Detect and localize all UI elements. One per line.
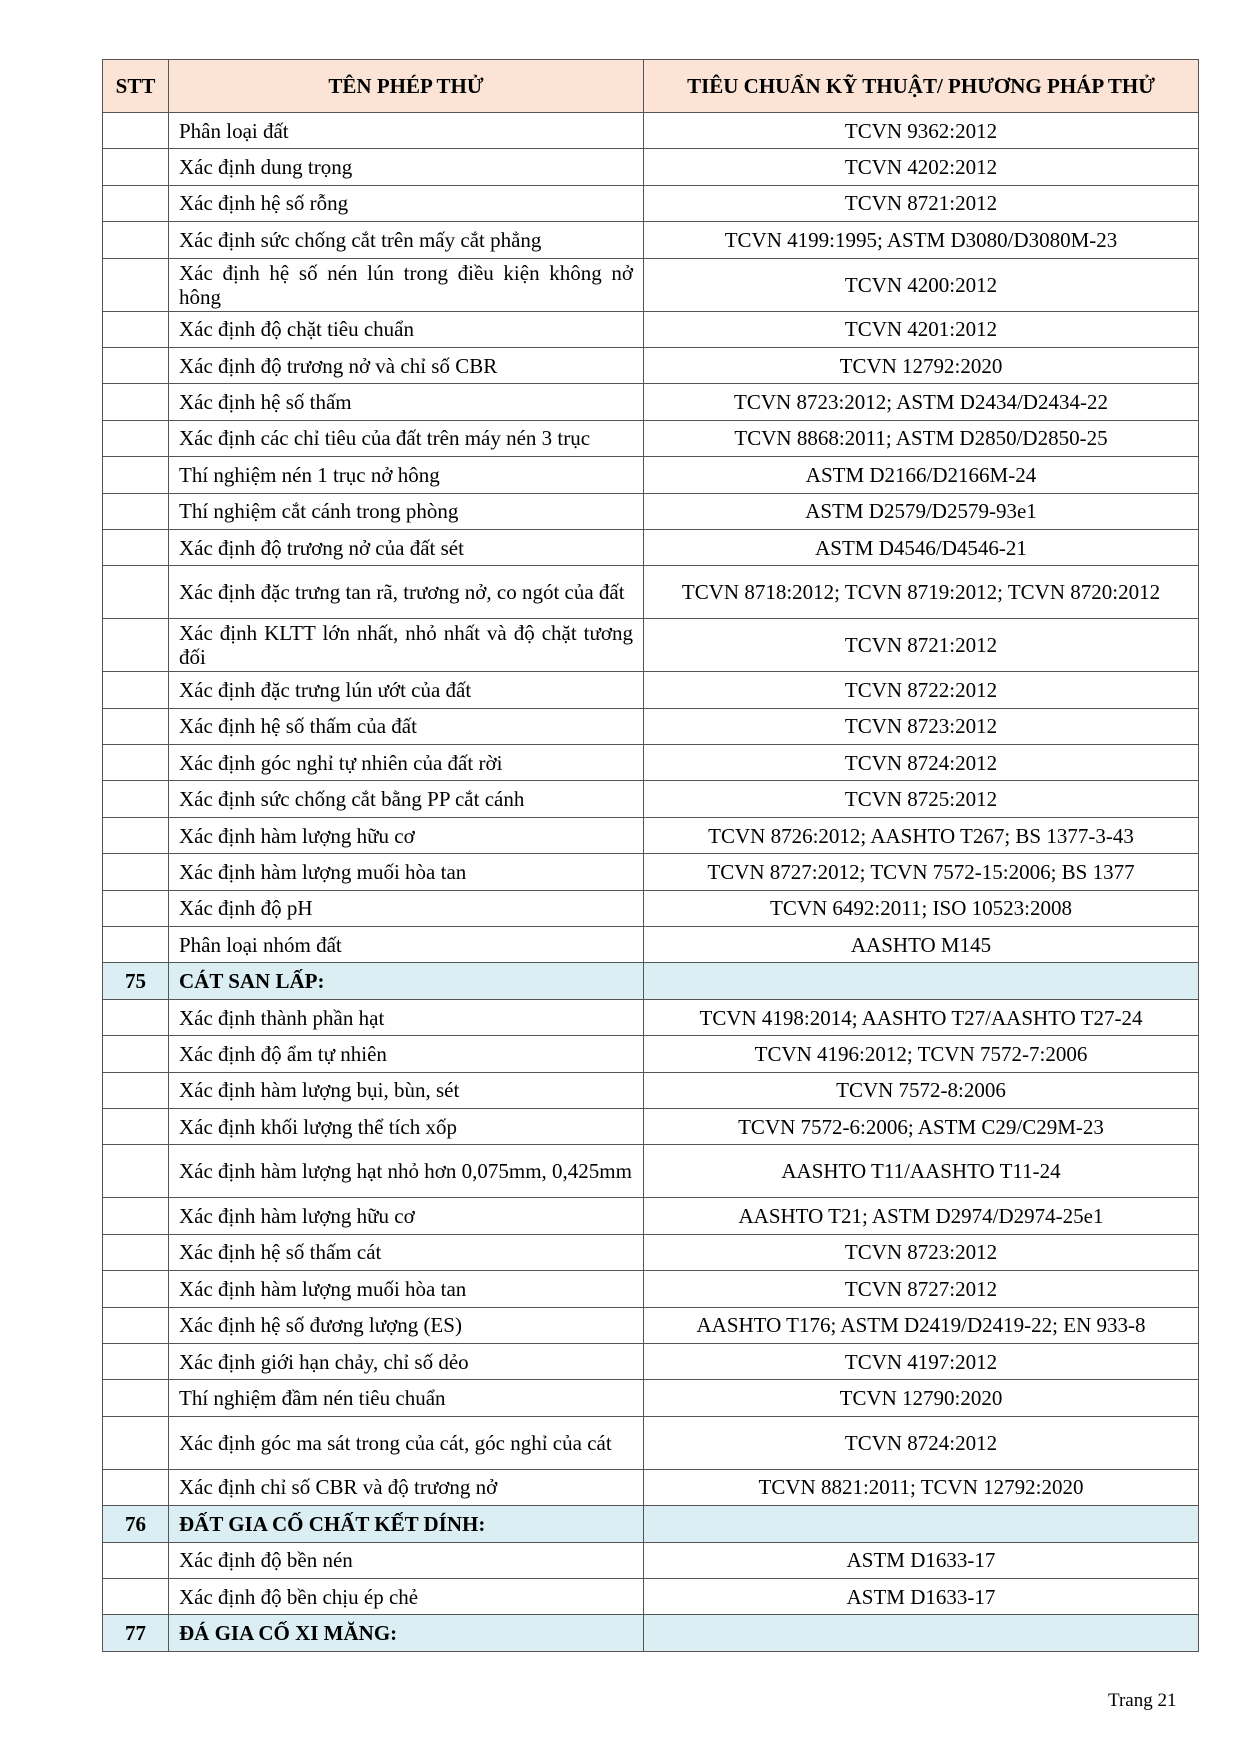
cell-test-name: Thí nghiệm cắt cánh trong phòng <box>169 493 644 529</box>
table-row <box>103 258 1199 311</box>
cell-test-name: Xác định hàm lượng muối hòa tan <box>169 1271 644 1307</box>
cell-test-name: Xác định khối lượng thể tích xốp <box>169 1108 644 1144</box>
cell-standard <box>644 1615 1199 1651</box>
cell-test-name: Xác định độ bền chịu ép chẻ <box>169 1578 644 1614</box>
cell-test-name: Xác định dung trọng <box>169 149 644 185</box>
cell-test-name: Xác định hàm lượng bụi, bùn, sét <box>169 1072 644 1108</box>
cell-stt <box>103 566 169 619</box>
cell-standard: AASHTO T11/AASHTO T11-24 <box>644 1145 1199 1198</box>
cell-stt <box>103 1234 169 1270</box>
cell-test-name: Xác định đặc trưng tan rã, trương nở, co ngót của đất <box>169 566 644 619</box>
cell-test-name: Xác định thành phần hạt <box>169 999 644 1035</box>
cell-standard: ASTM D1633-17 <box>644 1542 1199 1578</box>
cell-stt <box>103 1198 169 1234</box>
table-row <box>103 781 1199 817</box>
cell-standard: TCVN 8724:2012 <box>644 1416 1199 1469</box>
table-row <box>103 311 1199 347</box>
cell-standard: TCVN 8868:2011; ASTM D2850/D2850-25 <box>644 420 1199 456</box>
column-header-test-name: TÊN PHÉP THỬ <box>169 60 644 113</box>
table-row <box>103 927 1199 963</box>
table-row <box>103 1307 1199 1343</box>
cell-stt <box>103 1036 169 1072</box>
table-row <box>103 1578 1199 1614</box>
cell-stt <box>103 529 169 565</box>
cell-standard: TCVN 8722:2012 <box>644 672 1199 708</box>
table-row <box>103 708 1199 744</box>
table-row <box>103 493 1199 529</box>
cell-standard: TCVN 6492:2011; ISO 10523:2008 <box>644 890 1199 926</box>
cell-test-name: Xác định độ ẩm tự nhiên <box>169 1036 644 1072</box>
table-row <box>103 1198 1199 1234</box>
cell-stt <box>103 1343 169 1379</box>
cell-standard: TCVN 8721:2012 <box>644 619 1199 672</box>
table-row <box>103 222 1199 258</box>
cell-stt <box>103 258 169 311</box>
cell-test-name: Xác định hàm lượng hạt nhỏ hơn 0,075mm, 0,425mm <box>169 1145 644 1198</box>
cell-stt: 77 <box>103 1615 169 1651</box>
cell-standard: ASTM D1633-17 <box>644 1578 1199 1614</box>
cell-test-name: Xác định hệ số nén lún trong điều kiện không nở hông <box>169 258 644 311</box>
cell-test-name: Xác định hệ số đương lượng (ES) <box>169 1307 644 1343</box>
cell-test-name: Xác định hệ số rỗng <box>169 185 644 221</box>
cell-standard: ASTM D4546/D4546-21 <box>644 529 1199 565</box>
cell-test-name: Xác định hệ số thấm cát <box>169 1234 644 1270</box>
cell-standard: TCVN 4201:2012 <box>644 311 1199 347</box>
column-header-stt: STT <box>103 60 169 113</box>
cell-test-name: Xác định đặc trưng lún ướt của đất <box>169 672 644 708</box>
cell-test-name: Thí nghiệm đầm nén tiêu chuẩn <box>169 1380 644 1416</box>
cell-standard <box>644 1506 1199 1542</box>
cell-stt: 75 <box>103 963 169 999</box>
table-row <box>103 185 1199 221</box>
section-title: ĐẤT GIA CỐ CHẤT KẾT DÍNH: <box>169 1506 644 1542</box>
column-header-standard: TIÊU CHUẨN KỸ THUẬT/ PHƯƠNG PHÁP THỬ <box>644 60 1199 113</box>
table-row <box>103 347 1199 383</box>
table-row <box>103 420 1199 456</box>
cell-stt <box>103 1578 169 1614</box>
page-number: Trang 21 <box>1108 1690 1177 1711</box>
cell-standard: TCVN 4202:2012 <box>644 149 1199 185</box>
table-row <box>103 1271 1199 1307</box>
cell-stt <box>103 1072 169 1108</box>
table-row <box>103 619 1199 672</box>
cell-stt <box>103 1469 169 1505</box>
cell-test-name: Thí nghiệm nén 1 trục nở hông <box>169 457 644 493</box>
cell-standard: TCVN 8723:2012 <box>644 708 1199 744</box>
cell-test-name: Xác định các chỉ tiêu của đất trên máy nén 3 trục <box>169 420 644 456</box>
table-row <box>103 1469 1199 1505</box>
cell-stt <box>103 1271 169 1307</box>
cell-test-name: Xác định sức chống cắt trên mấy cắt phẳng <box>169 222 644 258</box>
cell-stt <box>103 222 169 258</box>
cell-standard <box>644 963 1199 999</box>
cell-stt <box>103 1145 169 1198</box>
cell-stt <box>103 185 169 221</box>
cell-standard: TCVN 7572-6:2006; ASTM C29/C29M-23 <box>644 1108 1199 1144</box>
cell-standard: AASHTO T176; ASTM D2419/D2419-22; EN 933-8 <box>644 1307 1199 1343</box>
cell-test-name: Xác định độ bền nén <box>169 1542 644 1578</box>
cell-test-name: Xác định góc ma sát trong của cát, góc nghỉ của cát <box>169 1416 644 1469</box>
section-row <box>103 1506 1199 1542</box>
cell-standard: TCVN 4196:2012; TCVN 7572-7:2006 <box>644 1036 1199 1072</box>
cell-stt <box>103 619 169 672</box>
cell-stt <box>103 854 169 890</box>
cell-test-name: Xác định hệ số thấm <box>169 384 644 420</box>
table-row <box>103 1542 1199 1578</box>
cell-stt <box>103 927 169 963</box>
test-standards-table <box>102 59 1199 1652</box>
cell-test-name: Xác định KLTT lớn nhất, nhỏ nhất và độ chặt tương đối <box>169 619 644 672</box>
cell-test-name: Xác định độ trương nở của đất sét <box>169 529 644 565</box>
cell-stt <box>103 1416 169 1469</box>
cell-test-name: Xác định độ trương nở và chỉ số CBR <box>169 347 644 383</box>
section-title: ĐÁ GIA CỐ XI MĂNG: <box>169 1615 644 1651</box>
cell-standard: TCVN 9362:2012 <box>644 113 1199 149</box>
table-row <box>103 1072 1199 1108</box>
cell-standard: TCVN 8725:2012 <box>644 781 1199 817</box>
table-row <box>103 457 1199 493</box>
section-row <box>103 963 1199 999</box>
cell-stt <box>103 1108 169 1144</box>
cell-stt <box>103 420 169 456</box>
table-row <box>103 1380 1199 1416</box>
table-row <box>103 672 1199 708</box>
table-body <box>103 113 1199 1652</box>
cell-test-name: Xác định hàm lượng muối hòa tan <box>169 854 644 890</box>
section-title: CÁT SAN LẤP: <box>169 963 644 999</box>
table-row <box>103 529 1199 565</box>
cell-test-name: Xác định sức chống cắt bằng PP cắt cánh <box>169 781 644 817</box>
cell-stt <box>103 672 169 708</box>
cell-standard: TCVN 8821:2011; TCVN 12792:2020 <box>644 1469 1199 1505</box>
table-row <box>103 1416 1199 1469</box>
table-row <box>103 1234 1199 1270</box>
cell-stt <box>103 113 169 149</box>
cell-test-name: Xác định hàm lượng hữu cơ <box>169 817 644 853</box>
cell-stt <box>103 1542 169 1578</box>
table-row <box>103 384 1199 420</box>
cell-stt <box>103 384 169 420</box>
section-row <box>103 1615 1199 1651</box>
cell-standard: ASTM D2579/D2579-93e1 <box>644 493 1199 529</box>
table-row <box>103 113 1199 149</box>
table-row <box>103 817 1199 853</box>
cell-test-name: Xác định giới hạn chảy, chỉ số dẻo <box>169 1343 644 1379</box>
cell-stt <box>103 745 169 781</box>
cell-test-name: Phân loại nhóm đất <box>169 927 644 963</box>
cell-stt: 76 <box>103 1506 169 1542</box>
cell-standard: TCVN 12792:2020 <box>644 347 1199 383</box>
cell-standard: AASHTO T21; ASTM D2974/D2974-25e1 <box>644 1198 1199 1234</box>
cell-standard: TCVN 8726:2012; AASHTO T267; BS 1377-3-43 <box>644 817 1199 853</box>
table-row <box>103 854 1199 890</box>
cell-standard: TCVN 4200:2012 <box>644 258 1199 311</box>
cell-standard: TCVN 4197:2012 <box>644 1343 1199 1379</box>
cell-test-name: Xác định hệ số thấm của đất <box>169 708 644 744</box>
cell-stt <box>103 890 169 926</box>
cell-test-name: Xác định hàm lượng hữu cơ <box>169 1198 644 1234</box>
table-row <box>103 1145 1199 1198</box>
table-row <box>103 566 1199 619</box>
cell-test-name: Xác định góc nghỉ tự nhiên của đất rời <box>169 745 644 781</box>
cell-standard: TCVN 4199:1995; ASTM D3080/D3080M-23 <box>644 222 1199 258</box>
table-header-row <box>103 60 1199 113</box>
cell-test-name: Xác định độ chặt tiêu chuẩn <box>169 311 644 347</box>
cell-stt <box>103 493 169 529</box>
cell-stt <box>103 347 169 383</box>
cell-standard: TCVN 8727:2012; TCVN 7572-15:2006; BS 1377 <box>644 854 1199 890</box>
table-row <box>103 1036 1199 1072</box>
cell-standard: TCVN 8723:2012; ASTM D2434/D2434-22 <box>644 384 1199 420</box>
cell-stt <box>103 149 169 185</box>
cell-stt <box>103 311 169 347</box>
table-row <box>103 1108 1199 1144</box>
cell-stt <box>103 708 169 744</box>
cell-stt <box>103 781 169 817</box>
cell-stt <box>103 1380 169 1416</box>
table-row <box>103 1343 1199 1379</box>
cell-standard: TCVN 4198:2014; AASHTO T27/AASHTO T27-24 <box>644 999 1199 1035</box>
cell-stt <box>103 999 169 1035</box>
table-row <box>103 999 1199 1035</box>
cell-standard: TCVN 8723:2012 <box>644 1234 1199 1270</box>
cell-standard: TCVN 8721:2012 <box>644 185 1199 221</box>
table-row <box>103 890 1199 926</box>
cell-standard: AASHTO M145 <box>644 927 1199 963</box>
cell-standard: TCVN 8718:2012; TCVN 8719:2012; TCVN 8720:2012 <box>644 566 1199 619</box>
table-row <box>103 149 1199 185</box>
table-row <box>103 745 1199 781</box>
cell-standard: TCVN 8727:2012 <box>644 1271 1199 1307</box>
cell-test-name: Xác định độ pH <box>169 890 644 926</box>
cell-stt <box>103 817 169 853</box>
cell-test-name: Xác định chỉ số CBR và độ trương nở <box>169 1469 644 1505</box>
cell-stt <box>103 457 169 493</box>
cell-standard: ASTM D2166/D2166M-24 <box>644 457 1199 493</box>
cell-standard: TCVN 8724:2012 <box>644 745 1199 781</box>
cell-stt <box>103 1307 169 1343</box>
cell-standard: TCVN 12790:2020 <box>644 1380 1199 1416</box>
cell-standard: TCVN 7572-8:2006 <box>644 1072 1199 1108</box>
cell-test-name: Phân loại đất <box>169 113 644 149</box>
